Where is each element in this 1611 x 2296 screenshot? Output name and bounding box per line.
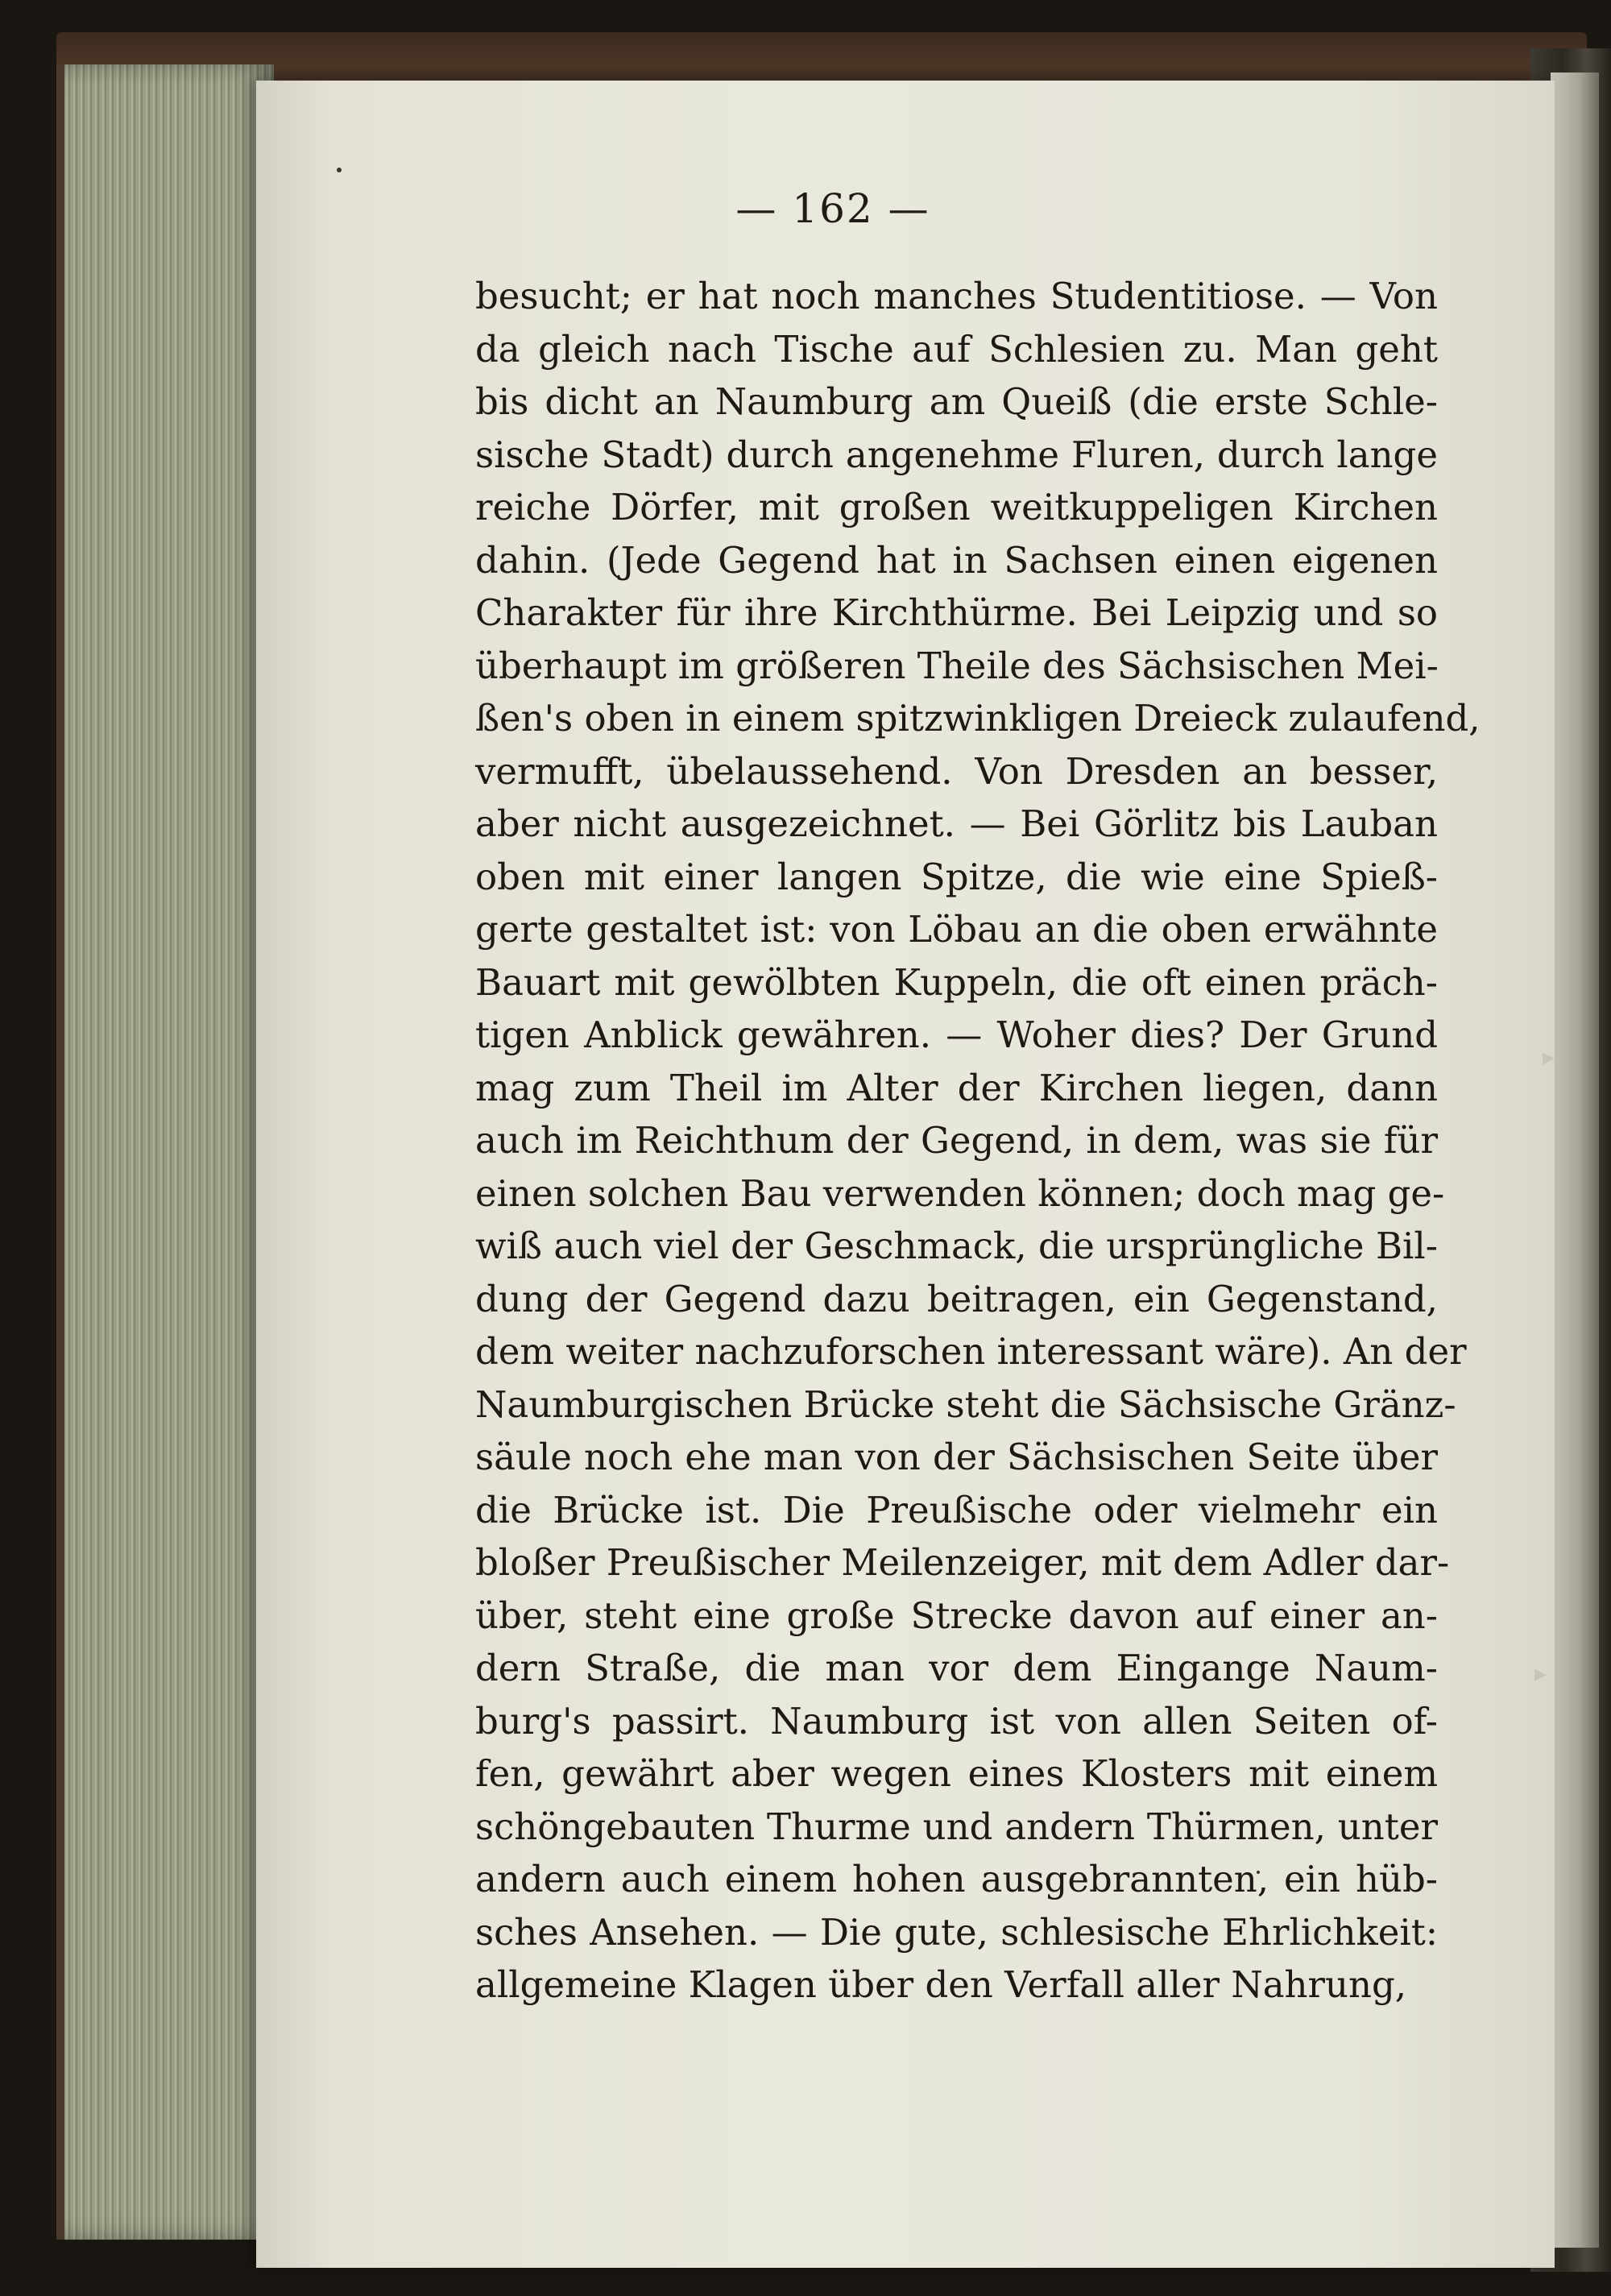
text-line: sische Stadt) durch angenehme Fluren, durch lange <box>475 433 1438 476</box>
text-line: dern Straße, die man vor dem Eingange Naum- <box>475 1647 1438 1689</box>
text-line: überhaupt im größeren Theile des Sächsischen Mei- <box>475 644 1439 687</box>
text-line: dahin. (Jede Gegend hat in Sachsen einen eigenen <box>475 538 1438 582</box>
text-line: Naumburgischen Brücke steht die Sächsische Gränz- <box>475 1382 1456 1426</box>
text-line: einen solchen Bau verwenden können; doch mag ge- <box>475 1171 1445 1215</box>
text-line: da gleich nach Tische auf Schlesien zu. Man geht <box>475 327 1438 371</box>
text-line: schöngebauten Thurme und andern Thürmen, unter <box>475 1805 1438 1848</box>
text-line: auch im Reichthum der Gegend, in dem, was sie für <box>475 1119 1438 1162</box>
text-line: andern auch einem hohen ausgebrannten, ein hüb- <box>475 1858 1438 1900</box>
text-line: burg's passirt. Naumburg ist von allen Seiten of- <box>475 1699 1438 1743</box>
text-line: säule noch ehe man von der Sächsischen Seite über <box>475 1436 1438 1478</box>
text-line: gerte gestaltet ist: von Löbau an die oben erwähnte <box>475 908 1438 951</box>
book-page-edges <box>56 64 274 2240</box>
page-number: — 162 — <box>735 185 930 232</box>
text-line: vermufft, übelaussehend. Von Dresden an besser, <box>475 749 1438 793</box>
text-line: tigen Anblick gewähren. — Woher dies? Der Grund <box>475 1013 1438 1056</box>
text-line: die Brücke ist. Die Preußische oder vielmehr ein <box>475 1488 1438 1531</box>
text-line: aber nicht ausgezeichnet. — Bei Görlitz bis Lauban <box>475 802 1438 845</box>
facing-page-edge <box>1551 73 1599 2248</box>
text-line: fen, gewährt aber wegen eines Klosters mit einem <box>475 1752 1438 1795</box>
text-line: bis dicht an Naumburg am Queiß (die erste Schle- <box>475 380 1438 423</box>
text-line: Bauart mit gewölbten Kuppeln, die oft einen präch- <box>475 960 1438 1004</box>
spine-mark-icon: ▸ <box>1534 1660 1547 1688</box>
text-line: sches Ansehen. — Die gute, schlesische Ehrlichkeit: <box>475 1910 1438 1954</box>
text-line: besucht; er hat noch manches Studentitiose. — Von <box>475 275 1438 317</box>
text-line: Charakter für ihre Kirchthürme. Bei Leipzig und so <box>475 591 1438 634</box>
text-line: allgemeine Klagen über den Verfall aller Nahrung, <box>475 1963 1407 2006</box>
text-line: ßen's oben in einem spitzwinkligen Dreieck zulaufend, <box>475 697 1481 740</box>
paper-speck <box>337 168 342 172</box>
spine-mark-icon: ▸ <box>1543 1043 1555 1071</box>
text-line: mag zum Theil im Alter der Kirchen liegen, dann <box>475 1066 1438 1109</box>
page-text-block <box>475 270 1481 2012</box>
text-line: reiche Dörfer, mit großen weitkuppeligen Kirchen <box>475 486 1438 528</box>
text-line: wiß auch viel der Geschmack, die ursprüngliche Bil- <box>475 1225 1438 1267</box>
text-line: dung der Gegend dazu beitragen, ein Gegenstand, <box>475 1277 1438 1320</box>
text-line: über, steht eine große Strecke davon auf einer an- <box>475 1594 1438 1637</box>
text-line: dem weiter nachzuforschen interessant wäre). An der <box>475 1330 1467 1373</box>
text-line: bloßer Preußischer Meilenzeiger, mit dem Adler dar- <box>475 1541 1450 1584</box>
text-line: oben mit einer langen Spitze, die wie eine Spieß- <box>475 855 1438 898</box>
